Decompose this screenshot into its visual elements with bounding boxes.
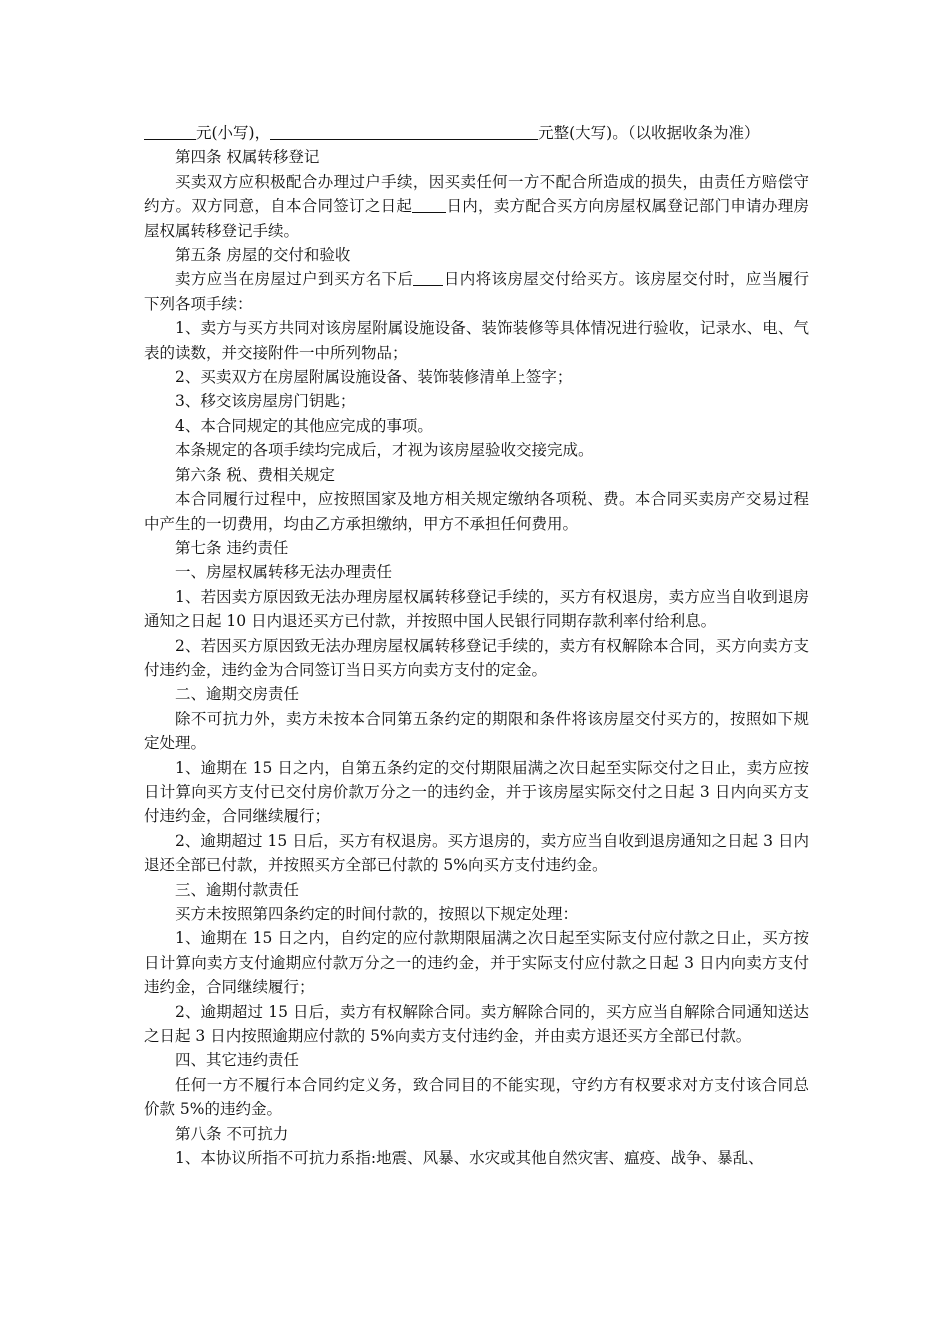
section-heading: 三、逾期付款责任 [175,880,300,899]
section-heading: 二、逾期交房责任 [175,685,300,704]
paragraph: 本合同履行过程中，应按照国家及地方相关规定缴纳各项税、费。本合同买卖房产交易过程中产生的一切费用，均由乙方承担缴纳，甲方不承担任何费用。 [144,490,809,533]
text: 日内将该房屋交付给买方。该房屋交付时，应当履行下列各项手续： [144,270,809,313]
list-item: 1、若因卖方原因致无法办理房屋权属转移登记手续的，买方有权退房，卖方应当自收到退房通知之日起 10 日内退还买方已付款，并按照中国人民银行同期存款利率付给利息。 [144,587,809,631]
text: 卖方应当在房屋过户到买方名下后 [175,270,414,289]
list-item: 2、若因买方原因致无法办理房屋权属转移登记手续的，卖方有权解除本合同，买方向卖方支付违约金，违约金为合同签订当日买方向卖方支付的定金。 [144,636,809,679]
list-item: 1、本协议所指不可抗力系指:地震、风暴、水灾或其他自然灾害、瘟疫、战争、暴乱、 [175,1149,764,1168]
paragraph [144,170,809,243]
blank-field [413,270,443,287]
text: 买卖双方应积极配合办理过户手续，因买卖任何一方不配合所造成的损失，由责任方赔偿守约方。双方同意，自本合同签订之日起 [144,172,809,216]
list-item: 2、逾期超过 15 日后，卖方有权解除合同。卖方解除合同的，买方应当自解除合同通知送达之日起 3 日内按照逾期应付款的 5%向卖方支付违约金，并由卖方退还买方全部已付款。 [144,1002,809,1046]
section-heading: 四、其它违约责任 [175,1051,300,1070]
text: 日内，卖方配合买方向房屋权属登记部门申请办理房屋权属转移登记手续。 [144,197,809,240]
list-item: 1、逾期在 15 日之内，自第五条约定的交付期限届满之次日起至实际交付之日止，卖方应按日计算向买方支付已交付房价款万分之一的违约金，并于该房屋实际交付之日起 3 日内向买方支付违约金，合同继续履行； [144,758,809,826]
list-item: 1、卖方与买方共同对该房屋附属设施设备、装饰装修等具体情况进行验收，记录水、电、气表的读数，并交接附件一中所列物品； [144,319,809,362]
article-7-heading: 第七条 违约责任 [175,538,289,557]
blank-field [144,124,196,141]
paragraph: 任何一方不履行本合同约定义务，致合同目的不能实现，守约方有权要求对方支付该合同总价款 5%的违约金。 [144,1075,809,1119]
paragraph: 买方未按照第四条约定的时间付款的，按照以下规定处理： [175,905,579,923]
article-8-heading: 第八条 不可抗力 [175,1124,289,1143]
contract-body [144,121,809,1170]
paragraph: 除不可抗力外，卖方未按本合同第五条约定的期限和条件将该房屋交付买方的，按照如下规定处理。 [144,709,809,753]
paragraph: 本条规定的各项手续均完成后，才视为该房屋验收交接完成。 [175,441,594,460]
text: 元(小写)， [196,124,271,142]
article-5-heading: 第五条 房屋的交付和验收 [175,246,351,265]
section-heading: 一、房屋权属转移无法办理责任 [175,563,393,582]
list-item: 3、移交该房屋房门钥匙； [175,392,356,411]
text: 元整(大写)。（以收据收条为准） [538,124,760,142]
article-6-heading: 第六条 税、费相关规定 [175,465,335,484]
blank-field [412,197,446,214]
list-item: 2、逾期超过 15 日后，买方有权退房。买方退房的，卖方应当自收到退房通知之日起 3 日内退还全部已付款，并按照买方全部已付款的 5%向买方支付违约金。 [144,831,809,875]
blank-field [270,124,538,141]
list-item: 1、逾期在 15 日之内，自约定的应付款期限届满之次日起至实际支付应付款之日止，买方按日计算向卖方支付逾期应付款万分之一的违约金，并于实际支付应付款之日起 3 日内向卖方支付违约金，合同继续履行； [144,929,809,997]
article-4-heading: 第四条 权属转移登记 [175,148,320,167]
list-item: 4、本合同规定的其他应完成的事项。 [175,416,433,435]
list-item: 2、买卖双方在房屋附属设施设备、装饰装修清单上签字； [175,368,573,387]
payment-amount-line [144,121,809,145]
paragraph [144,267,809,316]
